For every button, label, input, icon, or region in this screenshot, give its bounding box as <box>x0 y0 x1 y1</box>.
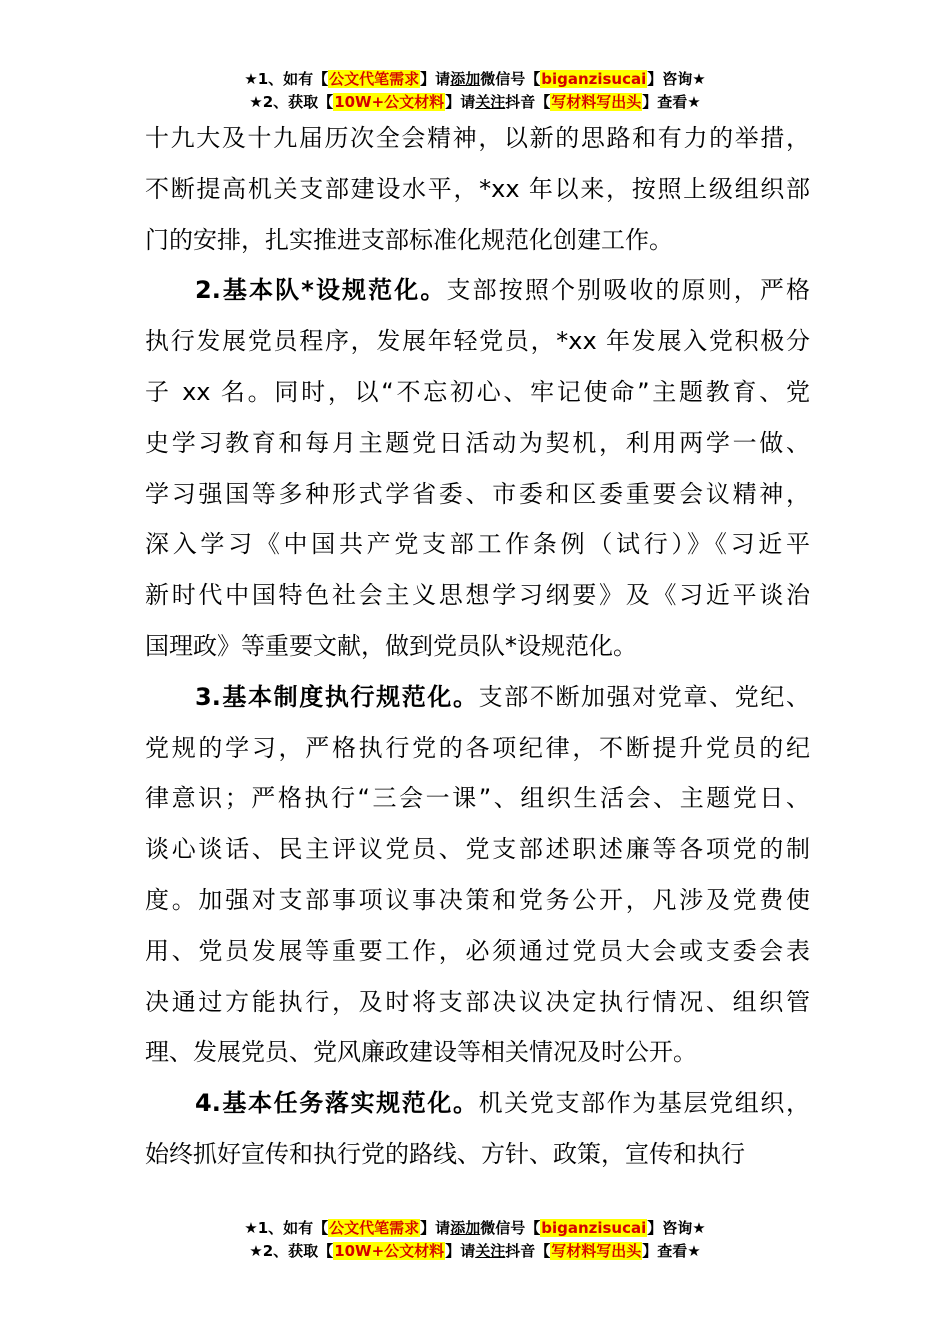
text-line: 子 xx 名。同时，以“不忘初心、牢记使命”主题教育、党 <box>145 377 810 406</box>
text-run: 支部按照个别吸收的原则，严格 <box>446 276 810 305</box>
banner-text: 】咨询★ <box>647 1219 706 1237</box>
text-line: 不断提高机关支部建设水平，*xx 年以来，按照上级组织部 <box>145 174 810 203</box>
banner-line-2 <box>0 91 950 114</box>
banner-douyin-id: 写材料写出头 <box>551 93 642 111</box>
banner-underlined: 添加 <box>450 1219 481 1237</box>
text-line: 十九大及十九届历次全会精神，以新的思路和有力的举措， <box>145 124 810 152</box>
header-banner <box>0 68 950 114</box>
paragraph-2 <box>145 265 810 671</box>
banner-text: 】请 <box>445 1242 476 1260</box>
text-line: 史学习教育和每月主题党日活动为契机，利用两学一做、 <box>145 428 810 457</box>
banner-text: 微信号【 <box>480 70 541 88</box>
banner-text: 微信号【 <box>480 1219 541 1237</box>
text-line: 理、发展党员、党风廉政建设等相关情况及时公开。 <box>145 1038 697 1067</box>
section-heading: 2.基本队*设规范化。 <box>195 276 447 305</box>
banner-text: ★2、获取【 <box>249 1242 334 1260</box>
banner-wechat-id: biganzisucai <box>541 1219 647 1237</box>
paragraph-first-line <box>145 1078 810 1129</box>
banner-text: 】查看★ <box>642 93 701 111</box>
section-heading: 3.基本制度执行规范化。 <box>195 682 479 711</box>
paragraph-first-line <box>145 265 810 316</box>
paragraph-1 <box>145 113 810 265</box>
paragraph-4 <box>145 1078 810 1180</box>
text-line: 始终抓好宣传和执行党的路线、方针、政策，宣传和执行 <box>145 1139 745 1168</box>
text-line: 律意识；严格执行“三会一课”、组织生活会、主题党日、 <box>145 784 810 813</box>
banner-underlined: 关注 <box>475 93 506 111</box>
banner-line-1 <box>0 68 950 91</box>
banner-highlight: 公文代笔需求 <box>329 70 420 88</box>
text-line: 门的安排，扎实推进支部标准化规范化创建工作。 <box>145 225 673 254</box>
banner-underlined: 关注 <box>475 1242 506 1260</box>
banner-line-1 <box>0 1217 950 1240</box>
section-heading: 4.基本任务落实规范化。 <box>195 1089 479 1118</box>
text-line: 度。加强对支部事项议事决策和党务公开，凡涉及党费使 <box>145 885 810 914</box>
paragraph-first-line <box>145 672 810 723</box>
document-body <box>145 113 810 1180</box>
banner-text: 】请 <box>445 93 476 111</box>
banner-highlight: 10W+公文材料 <box>334 93 445 111</box>
banner-text: 】请 <box>420 1219 451 1237</box>
banner-underlined: 添加 <box>450 70 481 88</box>
paragraph-3 <box>145 672 810 1078</box>
text-line: 国理政》等重要文献，做到党员队*设规范化。 <box>145 631 637 660</box>
text-line: 用、党员发展等重要工作，必须通过党员大会或支委会表 <box>145 936 810 965</box>
banner-text: 抖音【 <box>505 1242 551 1260</box>
text-line: 执行发展党员程序，发展年轻党员，*xx 年发展入党积极分 <box>145 327 810 356</box>
text-line: 深入学习《中国共产党支部工作条例（试行）》《习近平 <box>145 530 810 559</box>
banner-text: ★2、获取【 <box>249 93 334 111</box>
text-run: 支部不断加强对党章、党纪、 <box>478 682 810 711</box>
text-line: 党规的学习，严格执行党的各项纪律，不断提升党员的纪 <box>145 733 810 762</box>
text-line: 学习强国等多种形式学省委、市委和区委重要会议精神， <box>145 479 810 508</box>
text-line: 谈心谈话、民主评议党员、党支部述职述廉等各项党的制 <box>145 835 810 864</box>
banner-text: 】查看★ <box>642 1242 701 1260</box>
text-line: 决通过方能执行，及时将支部决议决定执行情况、组织管 <box>145 987 810 1016</box>
footer-banner <box>0 1217 950 1263</box>
banner-text: ★1、如有【 <box>244 70 329 88</box>
banner-text: 】请 <box>420 70 451 88</box>
text-run: 机关党支部作为基层党组织， <box>478 1089 810 1118</box>
text-line: 新时代中国特色社会主义思想学习纲要》及《习近平谈治 <box>145 581 810 610</box>
banner-text: ★1、如有【 <box>244 1219 329 1237</box>
banner-wechat-id: biganzisucai <box>541 70 647 88</box>
banner-text: 抖音【 <box>505 93 551 111</box>
banner-line-2 <box>0 1240 950 1263</box>
banner-highlight: 公文代笔需求 <box>329 1219 420 1237</box>
banner-text: 】咨询★ <box>647 70 706 88</box>
banner-highlight: 10W+公文材料 <box>334 1242 445 1260</box>
banner-douyin-id: 写材料写出头 <box>551 1242 642 1260</box>
